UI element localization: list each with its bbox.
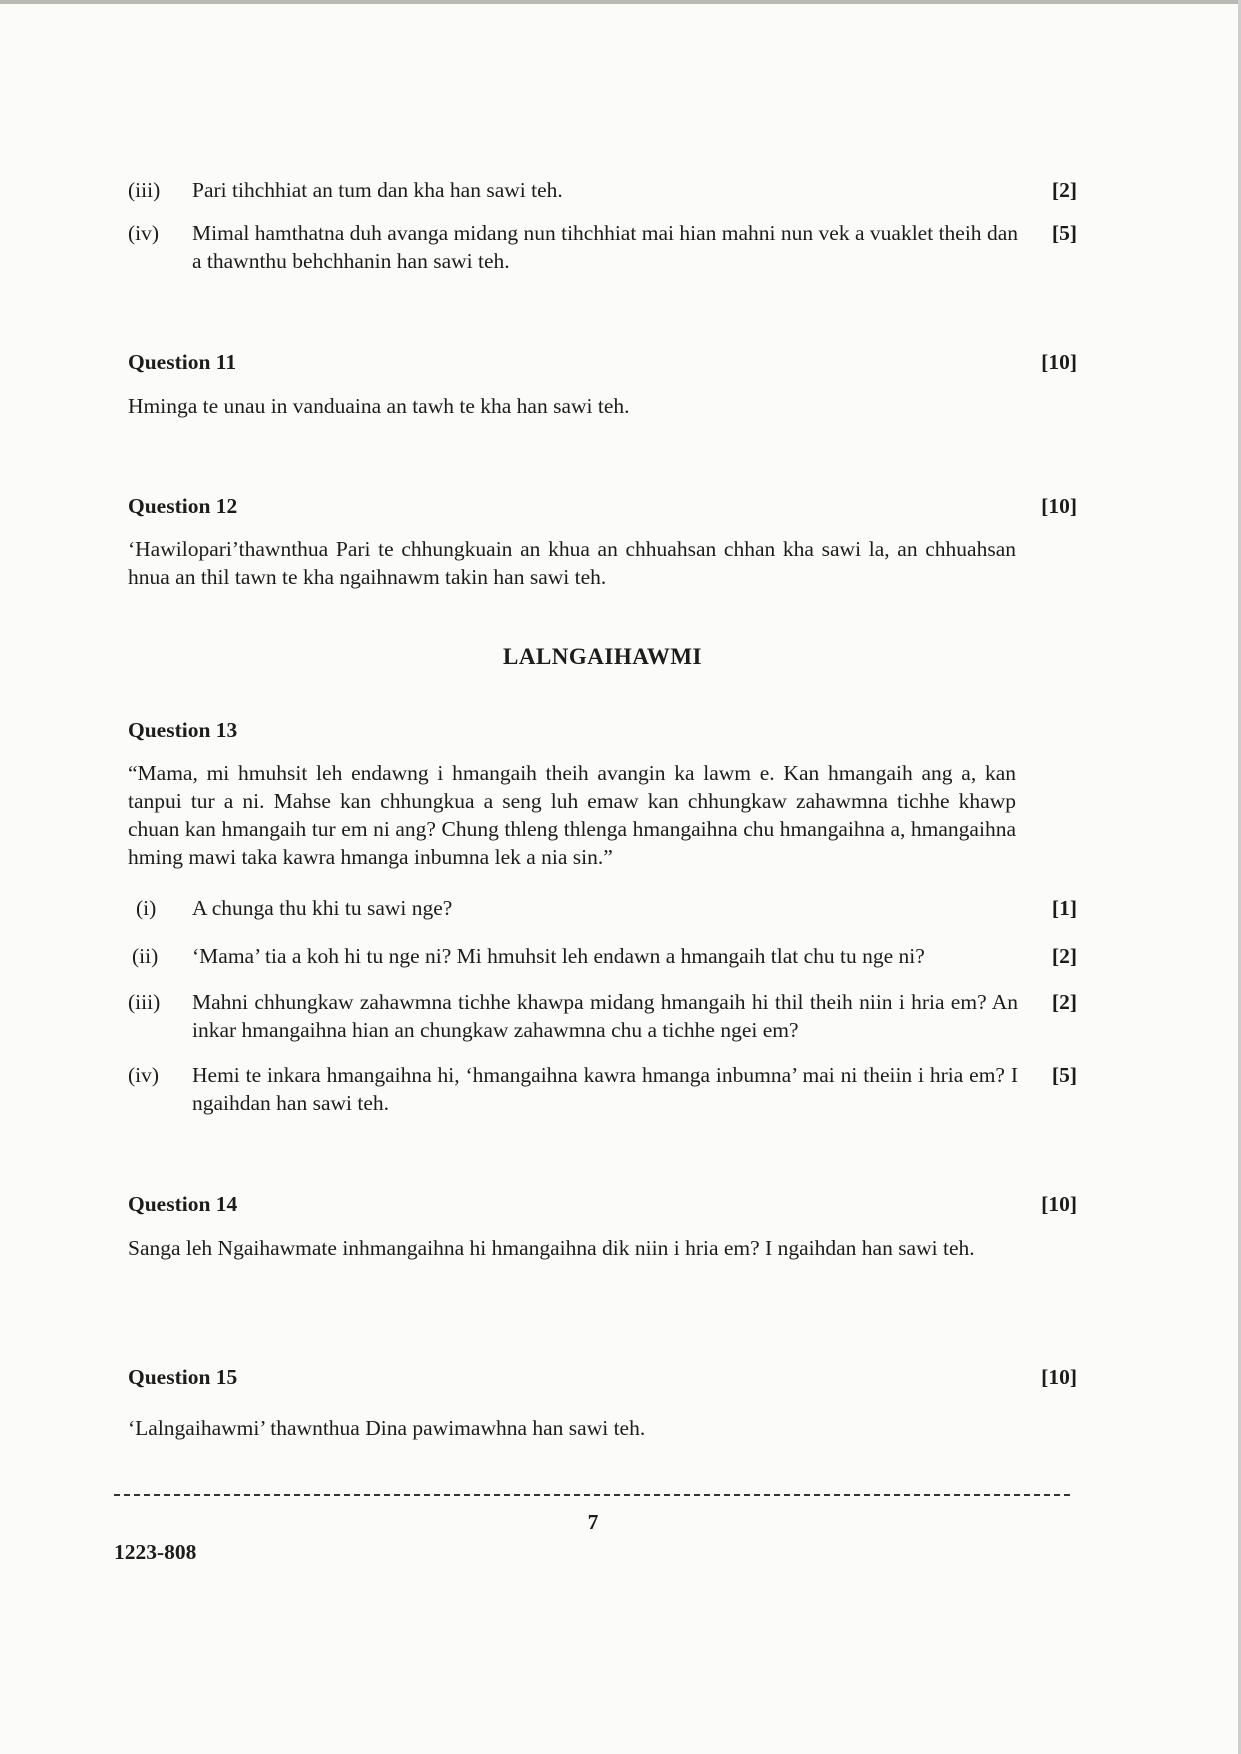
q11-text: Hminga te unau in vanduaina an tawh te kha han sawi teh. <box>128 394 630 418</box>
item-number: (iv) <box>128 1063 160 1087</box>
item-number: (iii) <box>128 990 161 1014</box>
paper-code: 1223-808 <box>114 1540 197 1564</box>
q10-item-iii <box>128 176 1077 204</box>
item-text: Mahni chhungkaw zahawmna tichhe khawpa midang hmangaih hi thil theih niin i hria em? An inkar hmangaihna hian an chungkaw zahawmna chu a tichhe ngei em? <box>192 990 1018 1042</box>
page-number: 7 <box>587 1510 599 1534</box>
item-marks: [2] <box>1051 178 1077 202</box>
scan-edge-top <box>0 0 1241 4</box>
question-heading: Question 12 <box>128 494 238 518</box>
q12-text: ‘Hawilopari’thawnthua Pari te chhungkuain an khua an chhuahsan chhan kha sawi la, an chhuahsan hnua an thil tawn te kha ngaihnawm takin han sawi teh. <box>128 537 1016 589</box>
question-marks: [10] <box>1041 494 1077 518</box>
item-marks: [1] <box>1051 896 1077 920</box>
question-heading: Question 14 <box>128 1192 238 1216</box>
item-number: (i) <box>136 896 157 920</box>
question-heading: Question 13 <box>128 718 238 742</box>
question-heading: Question 15 <box>128 1365 238 1389</box>
item-marks: [5] <box>1051 1063 1077 1087</box>
q13-item-iii <box>128 988 1077 1044</box>
question-marks: [10] <box>1041 1192 1077 1216</box>
item-marks: [5] <box>1051 221 1077 245</box>
q13-item-ii <box>128 942 1077 970</box>
item-text: A chunga thu khi tu sawi nge? <box>192 896 453 920</box>
item-marks: [2] <box>1051 944 1077 968</box>
q15-text: ‘Lalngaihawmi’ thawnthua Dina pawimawhna han sawi teh. <box>128 1416 646 1440</box>
item-number: (ii) <box>132 944 159 968</box>
question-heading: Question 11 <box>128 350 237 374</box>
q13-header <box>128 716 1077 744</box>
item-number: (iv) <box>128 221 160 245</box>
q12-header <box>128 492 1077 520</box>
item-text: Hemi te inkara hmangaihna hi, ‘hmangaihna kawra hmanga inbumna’ mai ni theiin i hria em? I ngaihdan han sawi teh. <box>192 1063 1018 1115</box>
q14-text: Sanga leh Ngaihawmate inhmangaihna hi hmangaihna dik niin i hria em? I ngaihdan han sawi teh. <box>128 1236 975 1260</box>
question-marks: [10] <box>1041 1365 1077 1389</box>
q11-header <box>128 348 1077 376</box>
question-marks: [10] <box>1041 350 1077 374</box>
item-marks: [2] <box>1051 990 1077 1014</box>
q10-item-iv <box>128 219 1077 275</box>
q14-header <box>128 1190 1077 1218</box>
item-text: Pari tihchhiat an tum dan kha han sawi teh. <box>192 178 563 202</box>
q13-passage: “Mama, mi hmuhsit leh endawng i hmangaih theih avangin ka lawm e. Kan hmangaih ang a, kan tanpui tur a ni. Mahse kan chhungkua a seng luh emaw kan chhungkaw zahawmna tichhe khawp chuan kan hmangaih tur em ni ang? Chung thleng thlenga hmangaihna chu hmangaihna a, hmangaihna hming mawi taka kawra hmanga inbumna lek a nia sin.” <box>128 761 1016 869</box>
q13-item-i <box>128 894 1077 922</box>
q13-item-iv <box>128 1061 1077 1117</box>
item-number: (iii) <box>128 178 161 202</box>
item-text: ‘Mama’ tia a koh hi tu nge ni? Mi hmuhsit leh endawn a hmangaih tlat chu tu nge ni? <box>192 944 925 968</box>
footer-divider <box>114 1494 1070 1496</box>
item-text: Mimal hamthatna duh avanga midang nun tihchhiat mai hian mahni nun vek a vuaklet theih dan a thawnthu behchhanin han sawi teh. <box>192 221 1018 273</box>
section-title: LALNGAIHAWMI <box>503 644 702 669</box>
q15-header <box>128 1363 1077 1391</box>
